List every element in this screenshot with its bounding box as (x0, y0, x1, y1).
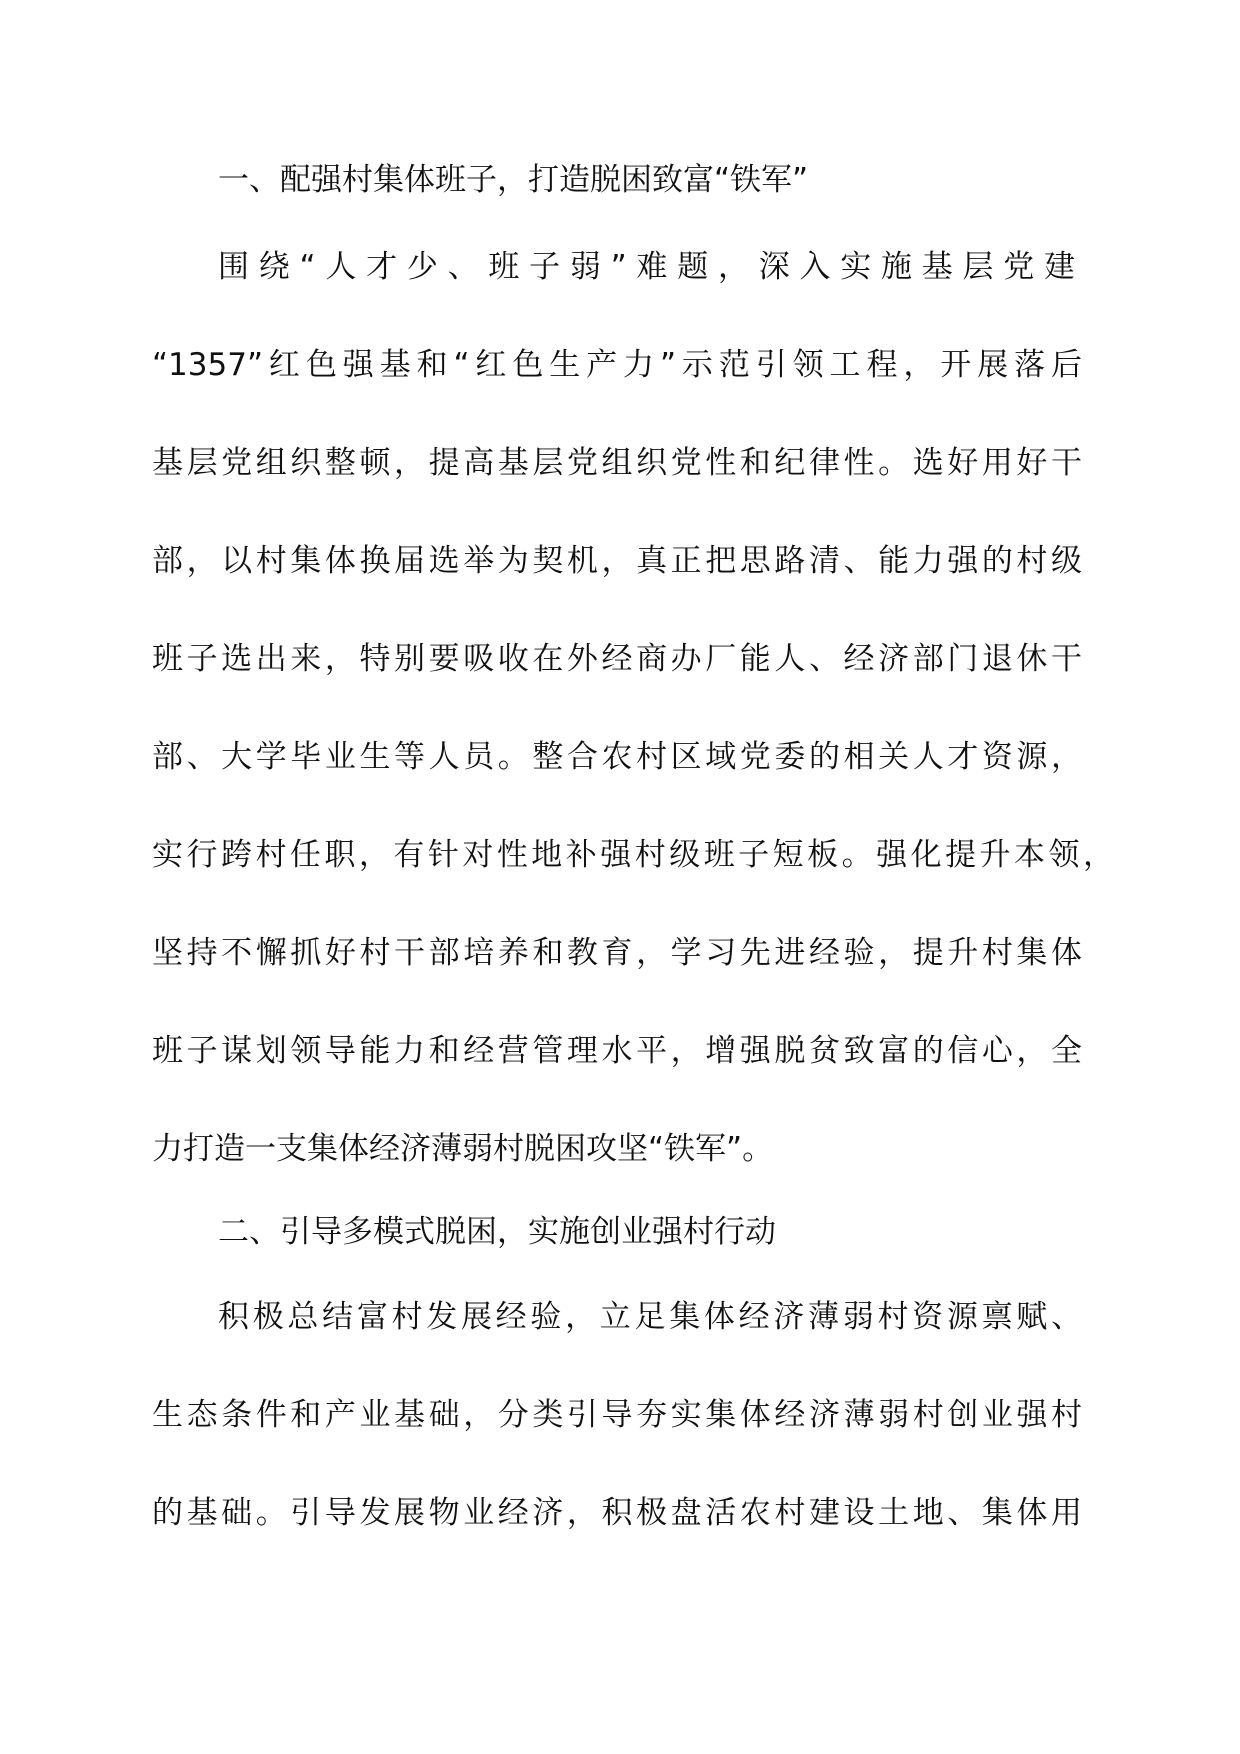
paragraph-line: 班子谋划领导能力和经营管理水平，增强脱贫致富的信心，全 (152, 1033, 1082, 1069)
paragraph-line: “1357”红色强基和“红色生产力”示范引领工程，开展落后 (152, 347, 1082, 383)
paragraph-line: 基层党组织整顿，提高基层党组织党性和纪律性。选好用好干 (152, 445, 1082, 481)
paragraph-line: 积极总结富村发展经验，立足集体经济薄弱村资源禀赋、 (218, 1299, 1082, 1335)
paragraph-line: 坚持不懈抓好村干部培养和教育，学习先进经验，提升村集体 (152, 935, 1082, 971)
paragraph-line: 生态条件和产业基础，分类引导夯实集体经济薄弱村创业强村 (152, 1397, 1082, 1433)
paragraph-line: 的基础。引导发展物业经济，积极盘活农村建设土地、集体用 (152, 1495, 1082, 1531)
paragraph-line: 班子选出来，特别要吸收在外经商办厂能人、经济部门退休干 (152, 641, 1082, 677)
paragraph-line: 实行跨村任职，有针对性地补强村级班子短板。强化提升本领， (152, 837, 1114, 873)
paragraph-line: 力打造一支集体经济薄弱村脱困攻坚“铁军”。 (152, 1131, 774, 1167)
paragraph-line: 部、大学毕业生等人员。整合农村区域党委的相关人才资源， (152, 739, 1082, 775)
section-heading-1: 一、配强村集体班子，打造脱困致富“铁军” (218, 162, 809, 198)
paragraph-line: 部，以村集体换届选举为契机，真正把思路清、能力强的村级 (152, 543, 1082, 579)
paragraph-line: 围绕“人才少、班子弱”难题，深入实施基层党建 (218, 249, 1082, 285)
section-heading-2: 二、引导多模式脱困，实施创业强村行动 (218, 1214, 776, 1250)
